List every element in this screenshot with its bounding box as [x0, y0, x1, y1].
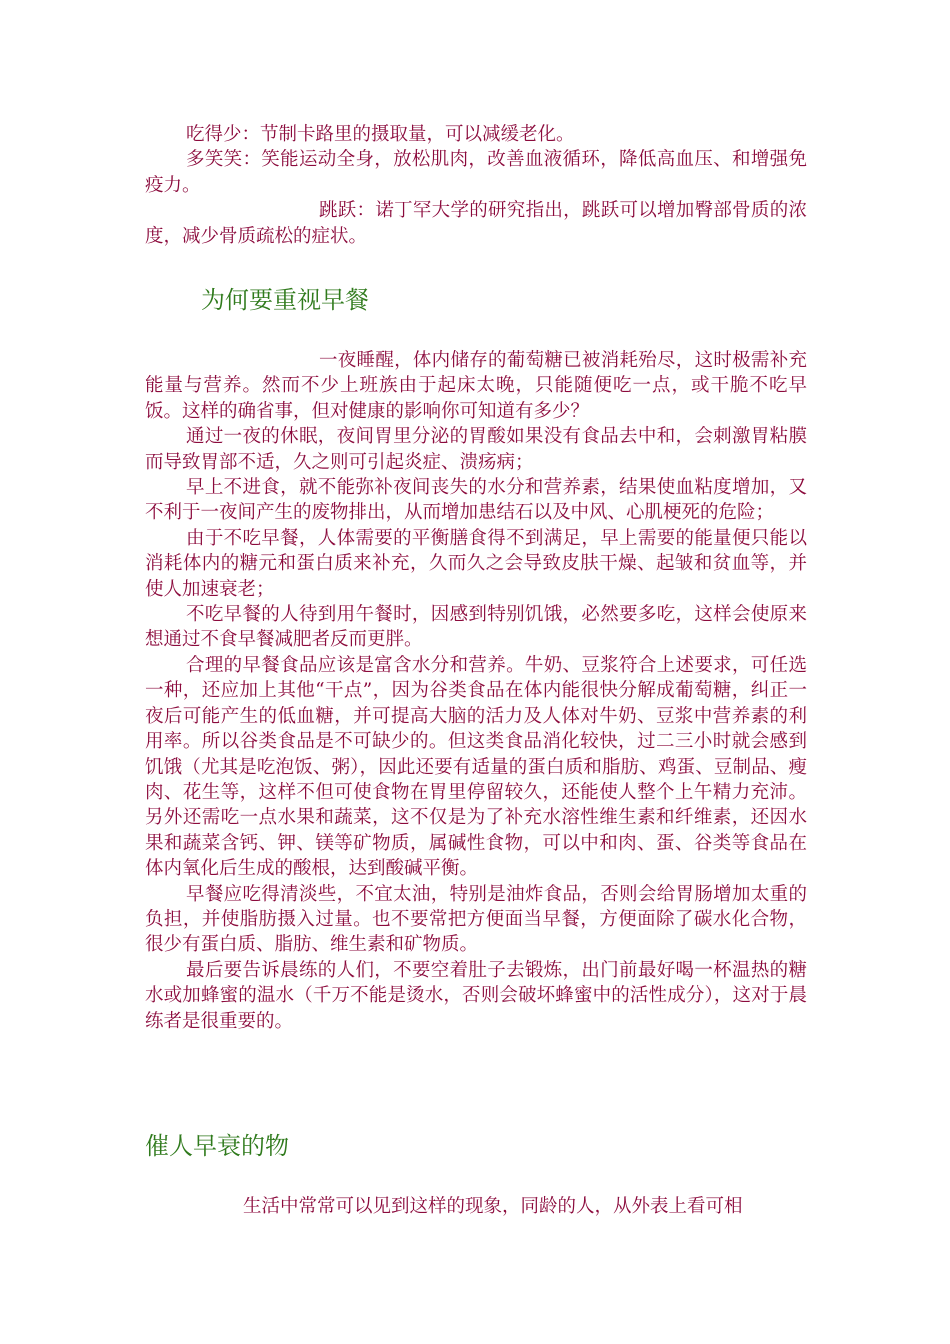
- paragraph-morning-exercise: 最后要告诉晨练的人们，不要空着肚子去锻炼，出门前最好喝一杯温热的糖水或加蜂蜜的温水（千万不能是烫水，否则会破坏蜂蜜中的活性成分），这对于晨练者是很重要的。: [145, 959, 807, 1032]
- paragraph-jump: 跳跃：诺丁罕大学的研究指出，跳跃可以增加臀部骨质的浓度，减少骨质疏松的症状。: [145, 200, 807, 247]
- heading-premature-aging: 催人早衰的物: [145, 1132, 289, 1160]
- paragraph-blood-viscosity: 早上不进食，就不能弥补夜间丧失的水分和营养素，结果使血粘度增加，又不利于一夜间产生的废物排出，从而增加患结石以及中风、心肌梗死的危险；: [145, 477, 807, 524]
- breakfast-section: [145, 348, 807, 1034]
- paragraph-reasonable-breakfast: 合理的早餐食品应该是富含水分和营养。牛奶、豆浆符合上述要求，可任选一种，还应加上其他“干点”，因为谷类食品在体内能很快分解成葡萄糖，纠正一夜后可能产生的低血糖，并可提高大脑的活力及人体对牛奶、豆浆中营养素的利用率。所以谷类食品是不可缺少的。但这类食品消化较快，过二三小时就会感到饥饿（尤其是吃泡饭、粥），因此还要有适量的蛋白质和脂肪、鸡蛋、豆制品、瘦肉、花生等，这样不但可使食物在胃里停留较久，还能使人整个上午精力充沛。另外还需吃一点水果和蔬菜，这不仅是为了补充水溶性维生素和纤维素，还因水果和蔬菜含钙、钾、镁等矿物质，属碱性食物，可以中和肉、蛋、谷类等食品在体内氧化后生成的酸根，达到酸碱平衡。: [145, 654, 807, 880]
- heading-breakfast: 为何要重视早餐: [201, 286, 369, 314]
- paragraph-stomach-acid: 通过一夜的休眠，夜间胃里分泌的胃酸如果没有食品去中和，会刺激胃粘膜而导致胃部不适，久之则可引起炎症、溃疡病；: [145, 426, 807, 473]
- paragraph-weight: 不吃早餐的人待到用午餐时，因感到特别饥饿，必然要多吃，这样会使原来想通过不食早餐减肥者反而更胖。: [145, 604, 807, 651]
- paragraph-laugh: 多笑笑：笑能运动全身，放松肌肉，改善血液循环，降低高血压、和增强免疫力。: [145, 149, 807, 196]
- tips-section: [145, 122, 807, 249]
- paragraph-light-food: 早餐应吃得清淡些，不宜太油，特别是油炸食品，否则会给胃肠增加太重的负担，并使脂肪摄入过量。也不要常把方便面当早餐，方便面除了碳水化合物，很少有蛋白质、脂肪、维生素和矿物质。: [145, 883, 807, 956]
- paragraph-aging: 由于不吃早餐，人体需要的平衡膳食得不到满足，早上需要的能量便只能以消耗体内的糖元和蛋白质来补充，久而久之会导致皮肤干燥、起皱和贫血等，并使人加速衰老；: [145, 527, 807, 600]
- paragraph-intro: 一夜睡醒，体内储存的葡萄糖已被消耗殆尽，这时极需补充能量与营养。然而不少上班族由于起床太晚，只能随便吃一点，或干脆不吃早饭。这样的确省事，但对健康的影响你可知道有多少？: [145, 350, 807, 422]
- aging-section: [145, 1194, 807, 1219]
- paragraph-eat-less: 吃得少：节制卡路里的摄取量，可以减缓老化。: [186, 124, 575, 145]
- paragraph-aging-intro: 生活中常常可以见到这样的现象，同龄的人，从外表上看可相: [243, 1196, 743, 1217]
